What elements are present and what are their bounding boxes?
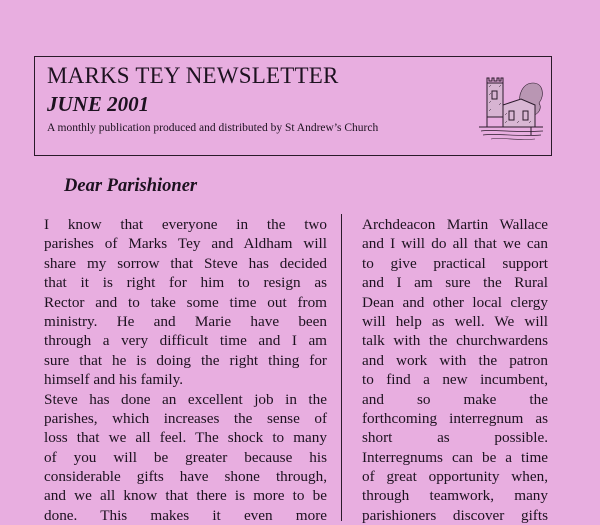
text-line: of you will be greater because his	[44, 448, 327, 466]
article-right-column	[362, 215, 548, 525]
text-line: talk with the churchwardens	[362, 332, 548, 350]
text-line: I know that everyone in the two	[44, 216, 327, 233]
text-line: to find a new incumbent,	[362, 371, 548, 389]
text-line: parishes, which increases the sense of	[44, 409, 327, 427]
church-drawing-icon	[477, 65, 547, 151]
text-line: share my sorrow that Steve has decided	[44, 254, 327, 272]
text-line: of great opportunity when,	[362, 468, 548, 486]
issue-date: JUNE 2001	[47, 92, 150, 116]
text-line: and we all know that there is more to be	[44, 487, 327, 505]
text-line: short as possible.	[362, 429, 548, 447]
text-line: and work with the patron	[362, 351, 548, 369]
newsletter-subtitle: A monthly publication produced and distributed by St Andrew’s Church	[47, 122, 379, 134]
text-line: through teamwork, many	[362, 487, 548, 505]
text-line: forthcoming interregnum as	[362, 409, 548, 427]
newsletter-title: MARKS TEY NEWSLETTER	[47, 63, 339, 88]
text-line: Dean and other local clergy	[362, 293, 548, 311]
column-divider	[341, 214, 342, 521]
text-line: ministry. He and Marie have been	[44, 312, 327, 330]
text-line: himself and his family.	[44, 371, 184, 389]
text-line: that it is right for him to resign as	[44, 274, 327, 292]
text-line: Steve has done an excellent job in the	[44, 390, 327, 408]
masthead-box	[34, 56, 552, 156]
text-line: loss that we all feel. The shock to many	[44, 429, 327, 447]
text-line: Archdeacon Martin Wallace	[362, 216, 548, 233]
text-line: parishes of Marks Tey and Aldham will	[44, 235, 327, 253]
text-line: and I am sure the Rural	[362, 274, 548, 292]
text-line: and I will do all that we can	[362, 235, 548, 253]
article-left-column	[44, 215, 327, 525]
text-line: considerable gifts have shone through,	[44, 468, 327, 486]
text-line: Rector and to take some time out from	[44, 293, 327, 311]
text-line: to give practical support	[362, 254, 548, 272]
text-line: will help as well. We will	[362, 312, 548, 330]
text-line: done. This makes it even more	[44, 506, 327, 524]
text-line: through a very difficult time and I am	[44, 332, 327, 350]
text-line: and so make the	[362, 390, 548, 408]
article-heading: Dear Parishioner	[64, 176, 198, 196]
text-line: Interregnums can be a time	[362, 448, 548, 466]
text-line: parishioners discover gifts	[362, 506, 548, 524]
text-line: sure that he is doing the right thing for	[44, 351, 327, 369]
